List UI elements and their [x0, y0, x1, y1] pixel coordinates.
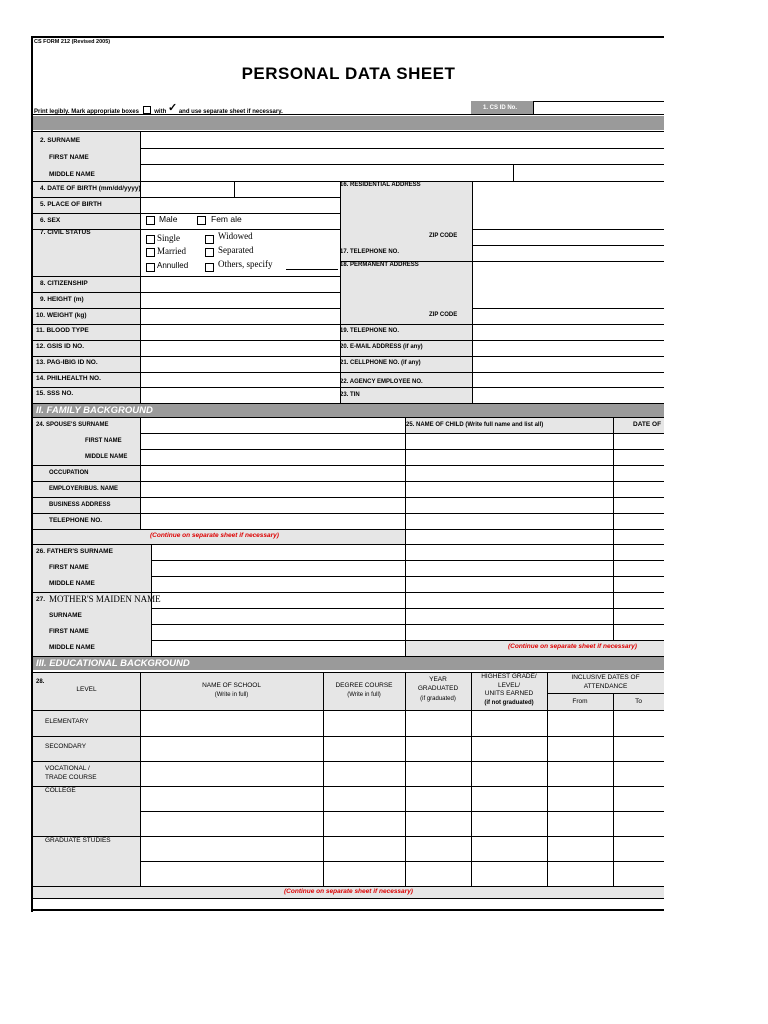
surname-label: 2. SURNAME [40, 137, 81, 144]
female-label: Fem ale [211, 214, 242, 224]
pob-label: 5. PLACE OF BIRTH [40, 201, 102, 208]
spouse-first-name-label: FIRST NAME [85, 438, 122, 444]
top-rule [33, 36, 664, 38]
sss-label: 15. SSS NO. [36, 390, 74, 397]
widowed-label: Widowed [218, 231, 253, 241]
others-specify-line [286, 269, 338, 270]
instructions-text-c: and use separate sheet if necessary. [178, 109, 283, 115]
telephone-label-2: 19. TELEPHONE NO. [340, 328, 400, 334]
permanent-address-label: 18. PERMANENT ADDRESS [340, 262, 419, 268]
family-background-header: II. FAMILY BACKGROUND [33, 404, 664, 417]
middle-name-label: MIDDLE NAME [49, 171, 95, 178]
male-label: Male [159, 214, 178, 224]
mother-surname-label: SURNAME [49, 612, 82, 619]
instructions-box-icon [143, 106, 151, 114]
to-header: To [635, 698, 642, 705]
annulled-checkbox[interactable] [146, 263, 155, 272]
father-surname-label: 26. FATHER'S SURNAME [36, 548, 113, 555]
telephone-label-1: 17. TELEPHONE NO. [340, 249, 400, 255]
from-header: From [572, 698, 588, 705]
grade-header: HIGHEST GRADE/ [481, 673, 537, 680]
mother-first-name-label: FIRST NAME [49, 628, 89, 635]
cs-id-label: 1. CS ID No. [483, 105, 518, 111]
married-label: Married [157, 246, 186, 256]
level-header: LEVEL [76, 686, 97, 693]
year-header: YEAR [429, 676, 447, 683]
school-header: NAME OF SCHOOL [202, 682, 261, 689]
inclusive-dates-header: INCLUSIVE DATES OF [571, 674, 640, 681]
tin-label: 23. TIN [340, 392, 360, 398]
child-name-label: 25. NAME OF CHILD (Write full name and list all) [406, 422, 544, 428]
bottom-rule [33, 909, 664, 911]
gsis-label: 12. GSIS ID NO. [36, 343, 85, 350]
item-28-number: 28. [36, 679, 45, 685]
first-name-label: FIRST NAME [49, 154, 89, 161]
philhealth-label: 14. PHILHEALTH NO. [36, 375, 101, 382]
zip-code-label-1: ZIP CODE [429, 233, 458, 239]
business-address-label: BUSINESS ADDRESS [49, 502, 111, 508]
father-first-name-label: FIRST NAME [49, 564, 89, 571]
height-label: 9. HEIGHT (m) [40, 296, 84, 303]
section-i-bar [33, 116, 664, 130]
male-checkbox[interactable] [146, 216, 155, 225]
citizenship-label: 8. CITIZENSHIP [40, 280, 88, 287]
residential-address-label: 16. RESIDENTIAL ADDRESS [340, 182, 421, 188]
spouse-surname-label: 24. SPOUSE'S SURNAME [36, 422, 109, 428]
form-code: CS FORM 212 (Revised 2005) [34, 39, 111, 45]
employer-label: EMPLOYER/BUS. NAME [49, 486, 119, 492]
annulled-label: Annulled [157, 261, 189, 270]
educational-background-header: III. EDUCATIONAL BACKGROUND [33, 657, 664, 670]
separated-checkbox[interactable] [205, 248, 214, 257]
blood-type-label: 11. BLOOD TYPE [36, 327, 89, 334]
secondary-label: SECONDARY [45, 743, 87, 750]
year-header-note: (if graduated) [420, 696, 456, 702]
elementary-label: ELEMENTARY [45, 718, 89, 725]
personal-data-sheet [31, 36, 664, 912]
trade-course-label: TRADE COURSE [45, 774, 97, 781]
others-label: Others, specify [218, 259, 273, 269]
continue-note-family: (Continue on separate sheet if necessary) [150, 532, 279, 539]
school-header-note: (Write in full) [214, 692, 249, 698]
spouse-middle-name-label: MIDDLE NAME [85, 454, 128, 460]
mother-middle-name-label: MIDDLE NAME [49, 644, 95, 651]
single-checkbox[interactable] [146, 235, 155, 244]
graduate-studies-label: GRADUATE STUDIES [45, 837, 111, 844]
separated-label: Separated [218, 245, 254, 255]
grade-level-header: LEVEL/ [497, 682, 521, 689]
instructions-text-b: with [154, 109, 167, 115]
agency-employee-label: 22. AGENCY EMPLOYEE NO. [340, 379, 423, 385]
pagibig-label: 13. PAG-IBIG ID NO. [36, 359, 98, 366]
cellphone-label: 21. CELLPHONE NO. (if any) [340, 360, 421, 366]
sex-label: 6. SEX [40, 217, 61, 224]
continue-note-parents: (Continue on separate sheet if necessary) [508, 643, 637, 650]
degree-header-note: (Write in full) [347, 692, 381, 698]
others-checkbox[interactable] [205, 263, 214, 272]
occupation-label: OCCUPATION [49, 470, 89, 476]
female-checkbox[interactable] [197, 216, 206, 225]
father-middle-name-label: MIDDLE NAME [49, 580, 95, 587]
mother-number: 27. [36, 596, 46, 603]
civil-status-label: 7. CIVIL STATUS [40, 229, 91, 236]
instructions-text-a: Print legibly. Mark appropriate boxes [34, 109, 139, 115]
right-label-column [340, 181, 472, 403]
email-label: 20. E-MAIL ADDRESS (if any) [340, 344, 423, 350]
attendance-header: ATTENDANCE [583, 683, 628, 690]
weight-label: 10. WEIGHT (kg) [36, 312, 87, 319]
checkmark-icon: ✓ [167, 102, 178, 114]
cs-id-field[interactable] [533, 101, 664, 114]
child-dob-label: DATE OF [633, 421, 662, 428]
vocational-label: VOCATIONAL / [45, 765, 90, 772]
widowed-checkbox[interactable] [205, 235, 214, 244]
college-label: COLLEGE [45, 787, 76, 794]
year-graduated-header: GRADUATED [417, 685, 459, 692]
degree-header: DEGREE COURSE [335, 682, 393, 689]
spouse-telephone-label: TELEPHONE NO. [49, 517, 103, 524]
mother-maiden-name-label: MOTHER'S MAIDEN NAME [49, 594, 161, 604]
units-earned-header: UNITS EARNED [484, 690, 534, 697]
page-title: PERSONAL DATA SHEET [241, 64, 456, 83]
grade-header-note: (if not graduated) [484, 700, 534, 706]
dob-label: 4. DATE OF BIRTH (mm/dd/yyyy) [40, 185, 141, 192]
single-label: Single [157, 233, 181, 243]
continue-note-education: (Continue on separate sheet if necessary) [284, 888, 413, 895]
zip-code-label-2: ZIP CODE [429, 312, 458, 318]
married-checkbox[interactable] [146, 248, 155, 257]
